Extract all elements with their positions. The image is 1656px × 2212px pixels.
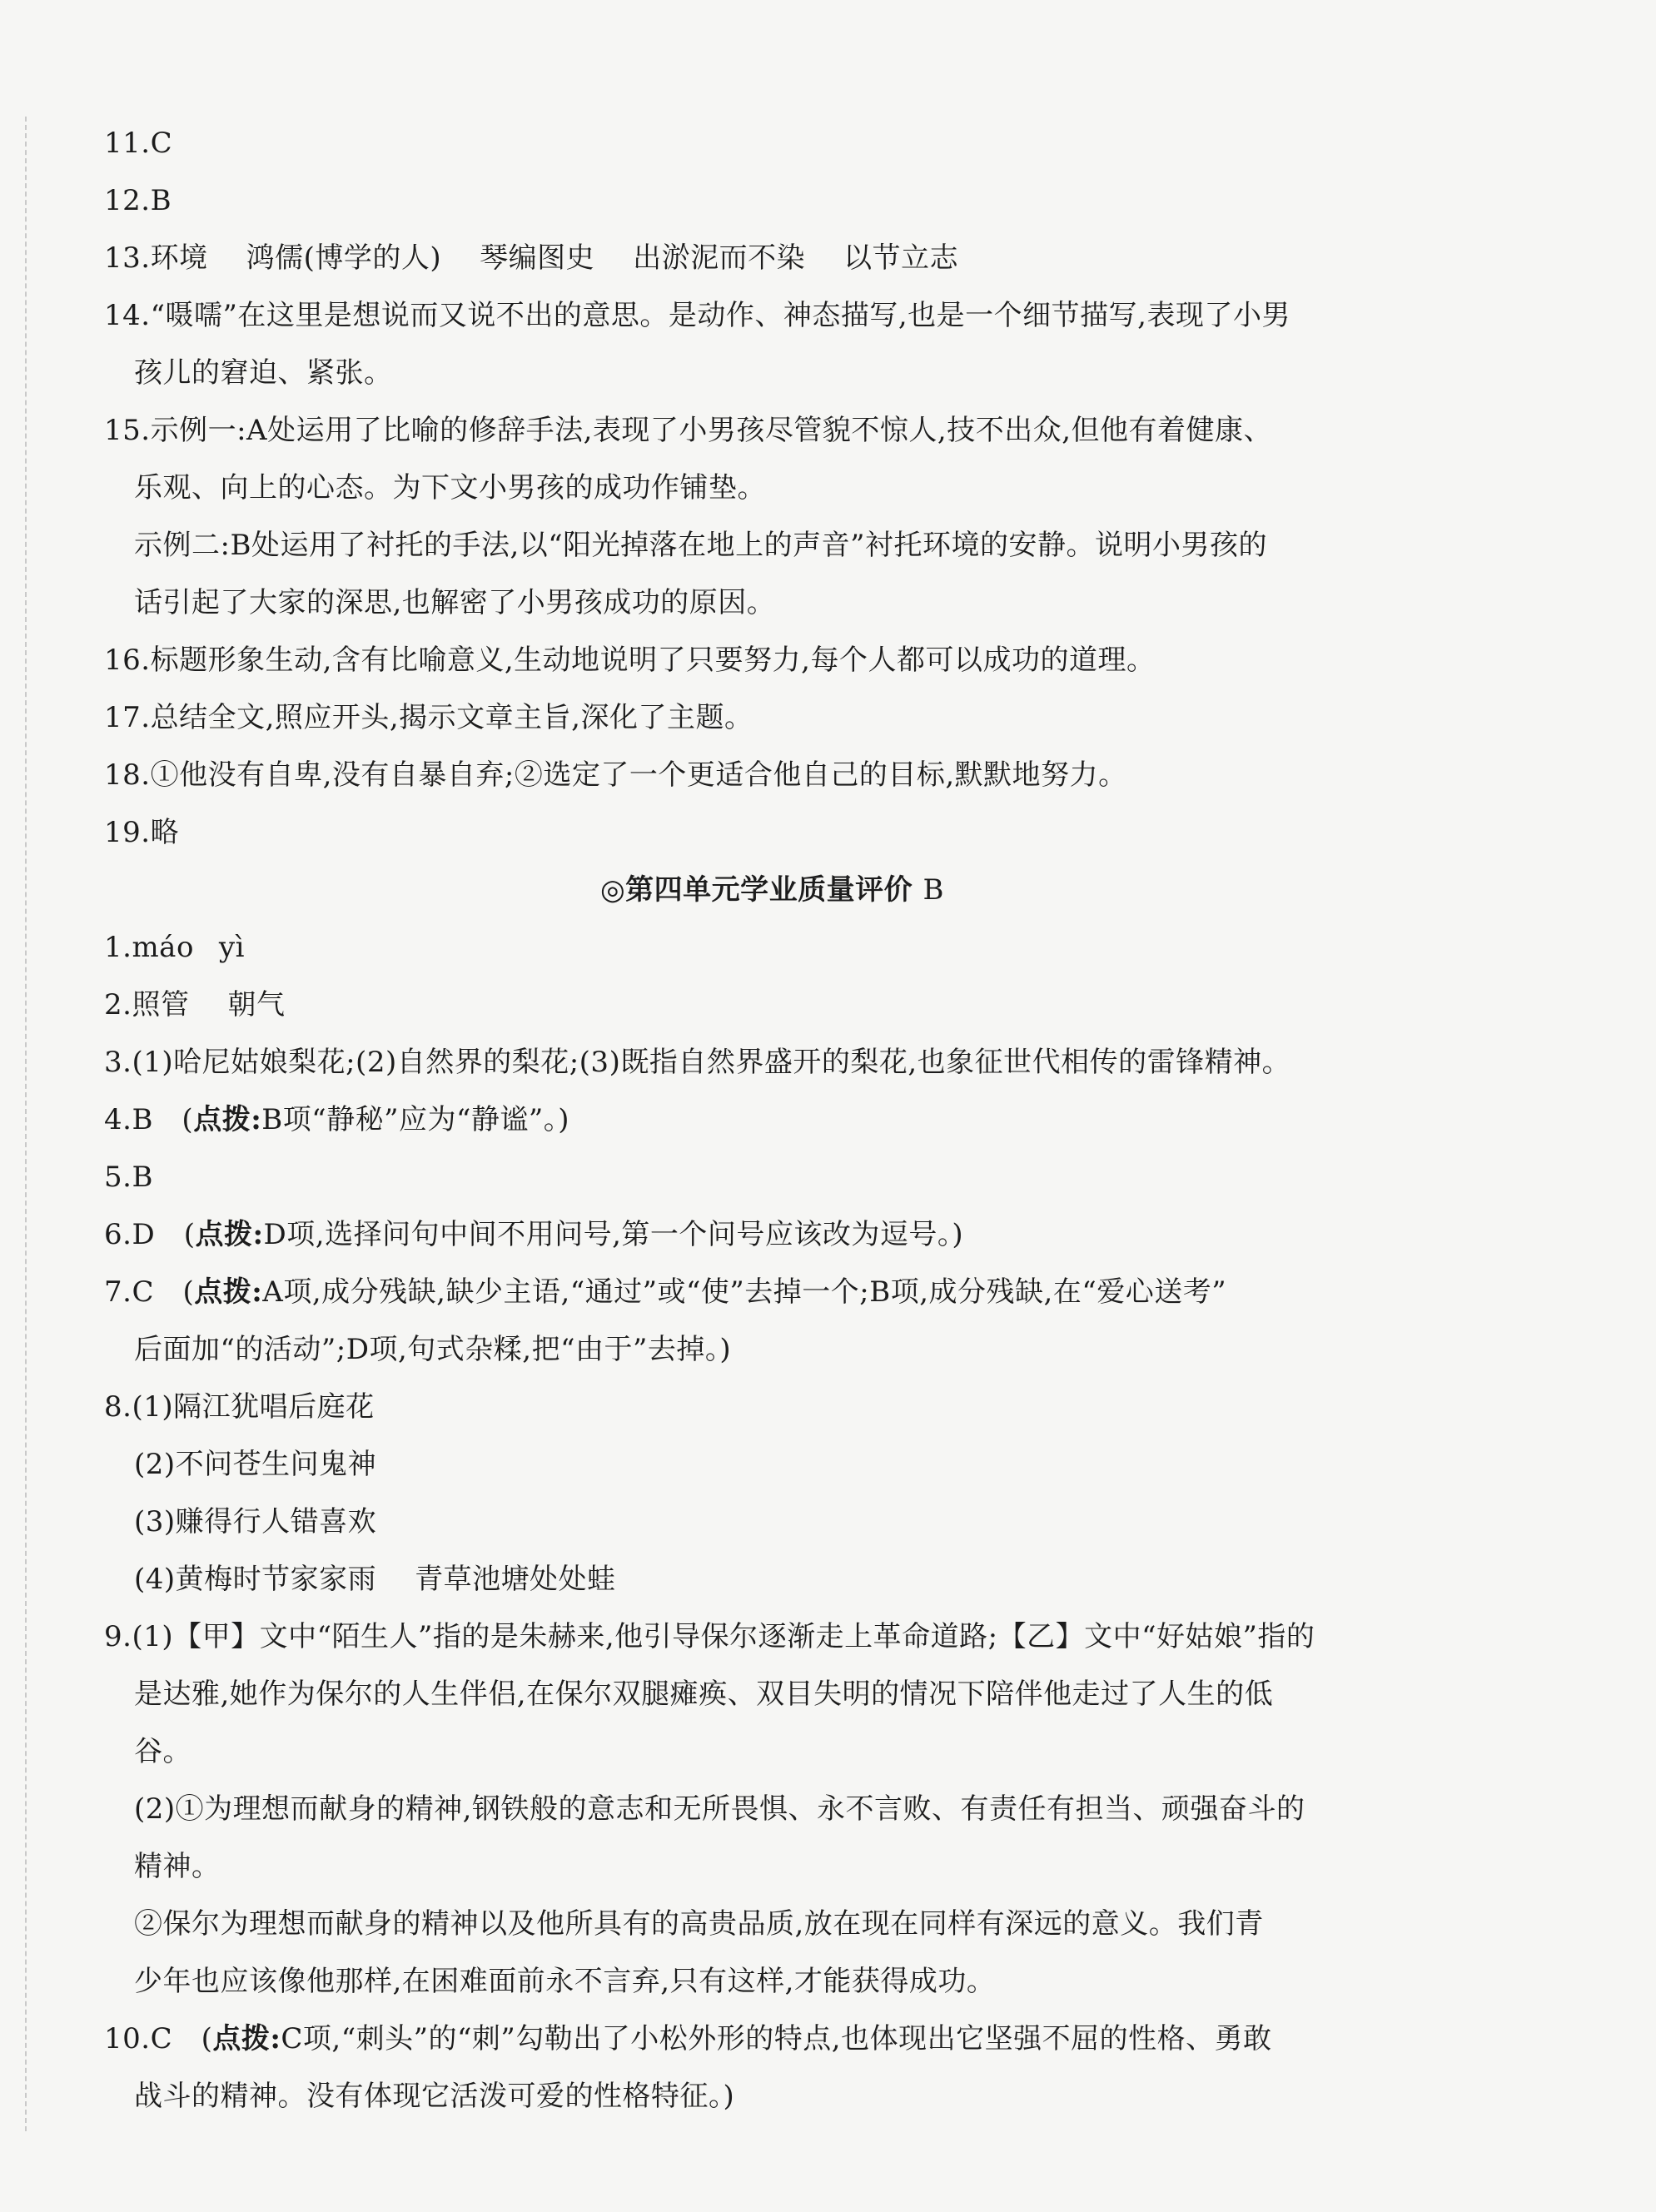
answer-text: 孩儿的窘迫、紧张。 — [134, 356, 393, 390]
answer-choice: 10.C — [104, 2022, 173, 2055]
answer-line: 4.B (点拨:B项“静秘”应为“静谧”。) — [104, 1103, 570, 1136]
answer-line — [104, 115, 1440, 172]
answer-part: 1.máo — [104, 931, 194, 964]
answer-line — [104, 402, 1440, 460]
answer-line — [104, 1896, 1440, 1953]
answer-text: 12.B — [104, 184, 172, 217]
answer-text: 少年也应该像他那样,在困难面前永不言弃,只有这样,才能获得成功。 — [134, 1965, 996, 1998]
section-title-suffix: B — [922, 873, 944, 907]
answer-line — [104, 1149, 1440, 1206]
answer-part: 2.照管 — [104, 988, 190, 1021]
answer-line — [104, 1608, 1440, 1666]
answer-part: 出淤泥而不染 — [633, 241, 806, 275]
answer-part: 朝气 — [227, 988, 286, 1021]
answer-line — [104, 1953, 1440, 2011]
answer-line — [104, 1723, 1440, 1781]
answer-text: 17.总结全文,照应开头,揭示文章主旨,深化了主题。 — [104, 701, 753, 734]
answer-line — [104, 977, 1440, 1034]
answer-line: 6.D (点拨:D项,选择问句中间不用问号,第一个问号应该改为逗号。) — [104, 1218, 964, 1251]
hint-label: 点拨 — [194, 1275, 252, 1309]
answer-line — [104, 287, 1440, 345]
answer-part: 以节立志 — [843, 241, 959, 275]
answer-line — [104, 747, 1440, 804]
answer-line — [104, 919, 1440, 977]
section-title-text: ◎第四单元学业质量评价 — [599, 873, 913, 907]
answer-part: 13.环境 — [104, 241, 208, 275]
answer-line — [104, 632, 1440, 689]
answer-line — [104, 1321, 1440, 1379]
answer-line — [104, 345, 1440, 402]
answer-text: 谷。 — [134, 1735, 191, 1768]
hint-text: D项,选择问句中间不用问号,第一个问号应该改为逗号。) — [263, 1218, 964, 1251]
answer-text: (2)不问苍生问鬼神 — [134, 1448, 377, 1481]
answer-line — [104, 1551, 1440, 1608]
answer-line: 7.C (点拨:A项,成分残缺,缺少主语,“通过”或“使”去掉一个;B项,成分残缺,在“爱心送考” — [104, 1275, 1227, 1309]
hint-colon: : — [252, 1218, 264, 1251]
answer-line — [104, 1379, 1440, 1436]
answer-text: (3)赚得行人错喜欢 — [134, 1505, 377, 1538]
answer-text: 19.略 — [104, 816, 180, 849]
section-title — [104, 862, 1440, 919]
answer-line — [104, 230, 1440, 287]
answer-text: 14.“嗫嚅”在这里是想说而又说不出的意思。是动作、神态描写,也是一个细节描写,表现了小男 — [104, 299, 1290, 332]
answer-part: (4)黄梅时节家家雨 — [134, 1563, 377, 1596]
answer-part: 琴编图史 — [480, 241, 595, 275]
answer-line — [104, 172, 1440, 230]
answer-part: yì — [218, 931, 246, 964]
answer-text: 精神。 — [134, 1850, 221, 1883]
answer-line — [104, 1436, 1440, 1494]
answer-text: 15.示例一:A处运用了比喻的修辞手法,表现了小男孩尽管貌不惊人,技不出众,但他有着健康、 — [104, 414, 1273, 447]
binding-margin-line — [25, 117, 27, 2131]
answer-text: 5.B — [104, 1161, 153, 1194]
answer-text: 8.(1)隔江犹唱后庭花 — [104, 1390, 375, 1424]
answer-text: (2)①为理想而献身的精神,钢铁般的意志和无所畏惧、永不言败、有责任有担当、顽强奋斗的 — [134, 1792, 1305, 1826]
answer-line — [104, 804, 1440, 862]
answer-line — [104, 1781, 1440, 1838]
answer-line — [104, 1666, 1440, 1723]
answer-content — [104, 115, 1440, 2125]
answer-part: 青草池塘处处蛙 — [415, 1563, 616, 1596]
answer-line — [104, 1838, 1440, 1896]
answer-text: 示例二:B处运用了衬托的手法,以“阳光掉落在地上的声音”衬托环境的安静。说明小男孩的 — [134, 529, 1268, 562]
hint-text: B项“静秘”应为“静谧”。) — [261, 1103, 570, 1136]
hint-colon: : — [251, 1275, 263, 1309]
answer-text: 18.①他没有自卑,没有自暴自弃;②选定了一个更适合他自己的目标,默默地努力。 — [104, 758, 1127, 792]
answer-line: 10.C (点拨:C项,“刺头”的“刺”勾勒出了小松外形的特点,也体现出它坚强不屈的性格、勇敢 — [104, 2022, 1272, 2055]
answer-line — [104, 689, 1440, 747]
answer-text: 11.C — [104, 127, 173, 160]
answer-line — [104, 2068, 1440, 2125]
answer-line — [104, 460, 1440, 517]
answer-choice: 4.B — [104, 1103, 153, 1136]
hint-label: 点拨 — [195, 1218, 253, 1251]
answer-line — [104, 1034, 1440, 1091]
answer-text: 乐观、向上的心态。为下文小男孩的成功作铺垫。 — [134, 471, 766, 505]
hint-text: C项,“刺头”的“刺”勾勒出了小松外形的特点,也体现出它坚强不屈的性格、勇敢 — [281, 2022, 1272, 2055]
hint-text: A项,成分残缺,缺少主语,“通过”或“使”去掉一个;B项,成分残缺,在“爱心送考” — [262, 1275, 1227, 1309]
answer-text: ②保尔为理想而献身的精神以及他所具有的高贵品质,放在现在同样有深远的意义。我们青 — [134, 1907, 1264, 1941]
hint-label: 点拨 — [212, 2022, 271, 2055]
answer-choice: 6.D — [104, 1218, 156, 1251]
answer-text: 9.(1)【甲】文中“陌生人”指的是朱赫来,他引导保尔逐渐走上革命道路;【乙】文中“好姑娘”指的 — [104, 1620, 1315, 1653]
answer-text: 16.标题形象生动,含有比喻意义,生动地说明了只要努力,每个人都可以成功的道理。 — [104, 644, 1156, 677]
answer-text: 3.(1)哈尼姑娘梨花;(2)自然界的梨花;(3)既指自然界盛开的梨花,也象征世代相传的雷锋精神。 — [104, 1046, 1291, 1079]
answer-line — [104, 517, 1440, 574]
answer-text: 后面加“的活动”;D项,句式杂糅,把“由于”去掉。) — [134, 1333, 732, 1366]
answer-choice: 7.C — [104, 1275, 154, 1309]
answer-part: 鸿儒(博学的人) — [246, 241, 442, 275]
answer-line — [104, 1494, 1440, 1551]
hint-colon: : — [270, 2022, 281, 2055]
answer-line — [104, 574, 1440, 632]
hint-colon: : — [251, 1103, 262, 1136]
answer-text: 战斗的精神。没有体现它活泼可爱的性格特征。) — [134, 2080, 735, 2113]
answer-text: 话引起了大家的深思,也解密了小男孩成功的原因。 — [134, 586, 776, 619]
answer-text: 是达雅,她作为保尔的人生伴侣,在保尔双腿瘫痪、双目失明的情况下陪伴他走过了人生的低 — [134, 1678, 1274, 1711]
hint-label: 点拨 — [193, 1103, 251, 1136]
